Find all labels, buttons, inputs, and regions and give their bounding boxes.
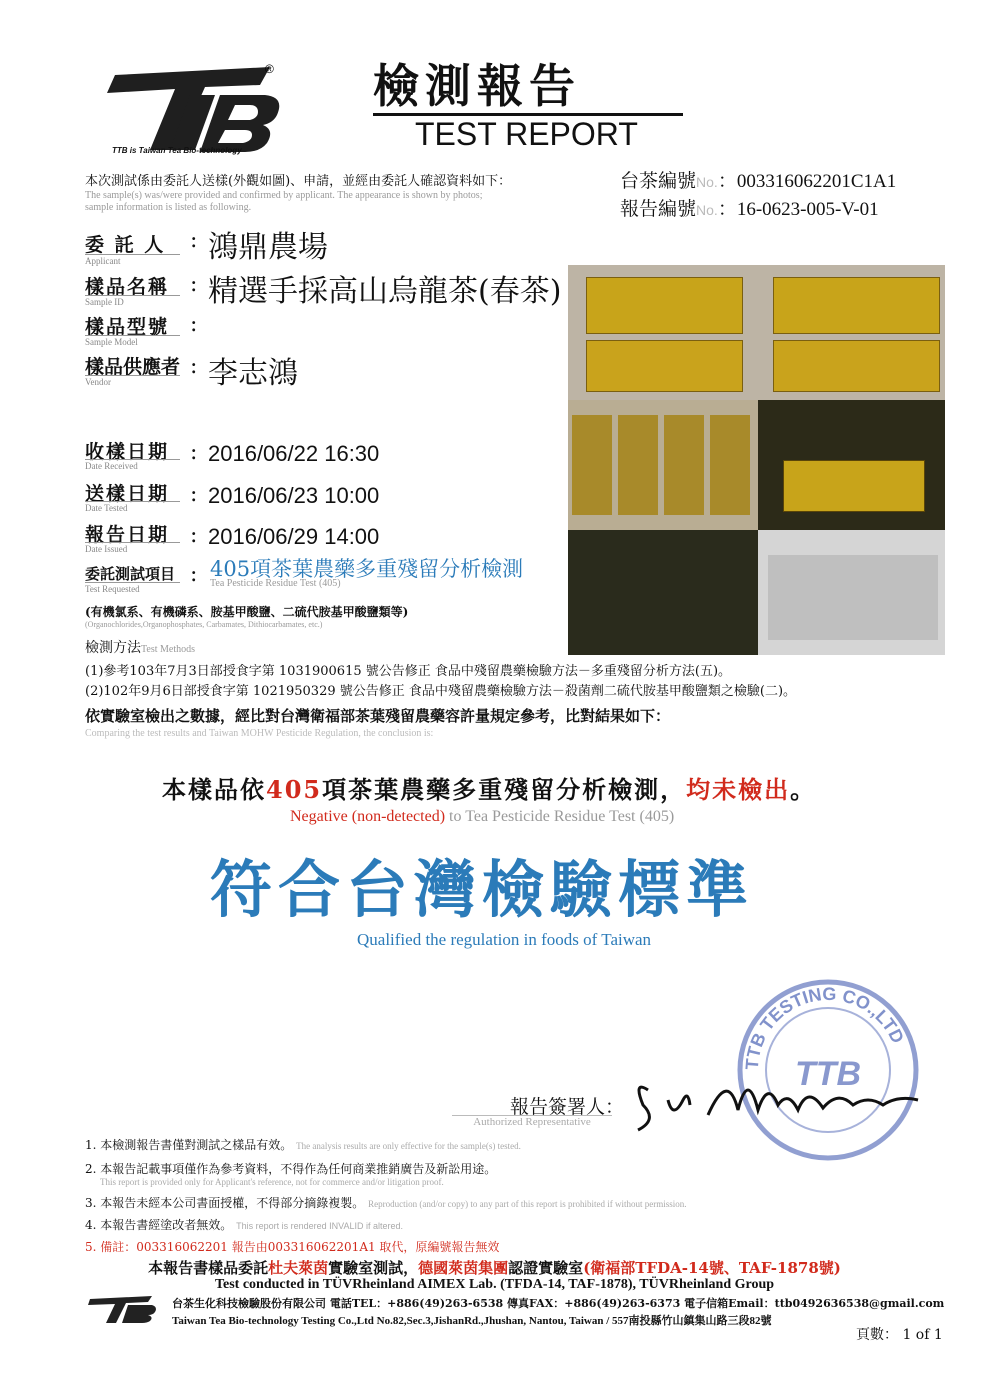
report-number bbox=[620, 194, 879, 221]
note-4 bbox=[85, 1216, 403, 1233]
test-requested-label: 委託測試項目 bbox=[85, 565, 176, 583]
received-date-label-en: Date Received bbox=[85, 459, 180, 471]
lab-statement-d: 德國萊茵集團 bbox=[418, 1259, 509, 1277]
issued-date-colon: : bbox=[190, 523, 198, 548]
result-negative-en: Negative (non-detected) bbox=[290, 808, 446, 825]
issued-date-value: 2016/06/29 14:00 bbox=[208, 524, 380, 549]
svg-text:®: ® bbox=[265, 62, 274, 76]
tea-number-label-en: No. bbox=[696, 174, 718, 190]
test-method-title-en: Test Methods bbox=[141, 644, 196, 655]
note-5: 5. 備註：003316062201 報告由003316062201A1 取代，原編號報告無效 bbox=[85, 1240, 500, 1254]
issued-date-label: 報告日期 bbox=[85, 524, 170, 546]
lab-statement-c: 實驗室測試， bbox=[328, 1259, 419, 1277]
signer-label: 報告簽署人： bbox=[510, 1096, 625, 1118]
vendor-label-en: Vendor bbox=[85, 375, 180, 387]
lab-statement-f: (衛福部TFDA-14號、TAF-1878號) bbox=[583, 1259, 841, 1277]
note-2: 2. 本報告記載事項僅作為參考資料，不得作為任何商業推銷廣告及新訟用途。 bbox=[85, 1162, 497, 1176]
intro-en-line1: The sample(s) was/were provided and confirmed by applicant. The appearance is shown by photos; bbox=[85, 190, 483, 201]
sample-photo bbox=[568, 265, 945, 655]
note-1-cn: 1. 本檢測報告書僅對測試之樣品有效。 bbox=[85, 1138, 293, 1152]
result-rest-en: to Tea Pesticide Residue Test (405) bbox=[445, 808, 675, 825]
note-3 bbox=[85, 1194, 687, 1211]
result-middle: 項茶葉農藥多重殘留分析檢測， bbox=[322, 775, 687, 804]
received-date-value: 2016/06/22 16:30 bbox=[208, 441, 380, 466]
report-title-cn: 檢測報告 bbox=[373, 59, 581, 113]
applicant-label: 委 託 人 bbox=[85, 234, 166, 256]
test-method-line-1: (1)參考103年7月3日部授食字第 1031900615 號公告修正 食品中殘留農藥檢驗方法－多重殘留分析方法(五)。 bbox=[85, 664, 732, 679]
page-number: 頁數： 1 of 1 bbox=[856, 1327, 943, 1343]
report-title-en: TEST REPORT bbox=[415, 116, 638, 152]
test-method-title-cn: 檢測方法 bbox=[85, 640, 141, 656]
note-3-cn: 3. 本報告未經本公司書面授權，不得部分摘錄複製。 bbox=[85, 1196, 365, 1210]
intro-text: 本次測試係由委託人送樣(外觀如圖)、申請，並經由委託人確認資料如下： bbox=[85, 174, 512, 189]
received-date-colon: : bbox=[190, 440, 198, 465]
note-4-cn: 4. 本報告書經塗改者無效。 bbox=[85, 1218, 233, 1232]
comparison-basis: 依實驗室檢出之數據，經比對台灣衛福部茶葉殘留農藥容許量規定參考，比對結果如下： bbox=[85, 707, 671, 725]
report-number-label: 報告編號 bbox=[620, 198, 697, 220]
qualified-statement-en: Qualified the regulation in foods of Taiwan bbox=[357, 930, 652, 949]
seal-text: TTB TESTING CO.,LTD bbox=[741, 983, 908, 1071]
vendor-label: 樣品供應者 bbox=[85, 356, 181, 378]
tested-date-value: 2016/06/23 10:00 bbox=[208, 483, 380, 508]
lab-address-cn: 台茶生化科技檢驗股份有限公司 電話TEL：+886(49)263-6538 傳真FAX：+886(49)263-6373 電子信箱Email：ttb0492636538@gmail.com bbox=[172, 1297, 945, 1310]
applicant-label-en: Applicant bbox=[85, 254, 180, 266]
qualified-statement: 符合台灣檢驗標準 bbox=[210, 853, 755, 926]
sample-model-colon: : bbox=[190, 312, 198, 337]
applicant-colon: : bbox=[190, 228, 198, 253]
received-date-label: 收樣日期 bbox=[85, 441, 170, 463]
applicant-value: 鴻鼎農場 bbox=[208, 230, 328, 265]
tea-number-value: ：003316062201C1A1 bbox=[717, 171, 897, 192]
lab-statement-en: Test conducted in TÜVRheinland AIMEX Lab. (TFDA-14, TAF-1878), TÜVRheinland Group bbox=[214, 1277, 775, 1292]
note-3-en: Reproduction (and/or copy) to any part of this report is prohibited if without permission. bbox=[368, 1199, 687, 1209]
sample-name-colon: : bbox=[190, 272, 198, 297]
sample-name-label-en: Sample ID bbox=[85, 295, 180, 307]
sample-name-value: 精選手採高山烏龍茶(春茶) bbox=[208, 274, 562, 309]
report-number-label-en: No. bbox=[696, 202, 718, 218]
test-categories: (有機氯系、有機磷系、胺基甲酸鹽、二硫代胺基甲酸鹽類等) bbox=[85, 605, 409, 619]
result-prefix: 本樣品依 bbox=[162, 775, 266, 804]
tested-date-label: 送樣日期 bbox=[85, 483, 170, 505]
logo-tagline: TTB is Taiwan Tea Bio-technology bbox=[112, 146, 242, 155]
sample-model-label: 樣品型號 bbox=[85, 316, 170, 338]
report-number-value: ：16-0623-005-V-01 bbox=[717, 199, 879, 220]
issued-date-label-en: Date Issued bbox=[85, 542, 180, 554]
lab-address-en: Taiwan Tea Bio-technology Testing Co.,Ltd No.82,Sec.3,JishanRd.,Jhushan, Nantou, Taiwan / 557南投縣竹山鎮集山路三段82號 bbox=[172, 1315, 772, 1327]
signature bbox=[628, 1060, 928, 1140]
ttb-logo-small bbox=[86, 1293, 158, 1325]
signer-label-en: Authorized Representative bbox=[452, 1115, 612, 1128]
vendor-value: 李志鴻 bbox=[208, 356, 298, 391]
tea-number bbox=[620, 166, 896, 193]
intro-en-line2: sample information is listed as following. bbox=[85, 202, 252, 213]
result-conclusion: 均未檢出 bbox=[686, 775, 791, 804]
test-requested-label-en: Test Requested bbox=[85, 582, 180, 594]
test-requested-value-en: Tea Pesticide Residue Test (405) bbox=[210, 578, 341, 589]
lab-statement-b: 杜夫萊茵 bbox=[268, 1259, 329, 1277]
result-statement bbox=[162, 770, 816, 805]
lab-statement bbox=[0, 1257, 989, 1278]
test-categories-en: (Organochlorides,Organophosphates, Carbamates, Dithiocarbamates, etc.) bbox=[85, 620, 323, 629]
sample-name-label: 樣品名稱 bbox=[85, 276, 170, 298]
test-requested-value: 405項茶葉農藥多重殘留分析檢測 bbox=[210, 557, 524, 581]
sample-model-label-en: Sample Model bbox=[85, 335, 180, 347]
note-4-en: This report is rendered INVALID if altered. bbox=[236, 1221, 403, 1231]
test-method-title bbox=[85, 637, 195, 657]
tested-date-label-en: Date Tested bbox=[85, 501, 180, 513]
note-1 bbox=[85, 1136, 521, 1153]
note-2-en: This report is provided only for Applicant's reference, not for commerce and/or litigation proof. bbox=[100, 1177, 444, 1187]
vendor-colon: : bbox=[190, 354, 198, 379]
result-count: 405 bbox=[266, 775, 323, 804]
tested-date-colon: : bbox=[190, 482, 198, 507]
test-method-line-2: (2)102年9月6日部授食字第 1021950329 號公告修正 食品中殘留農藥檢驗方法－殺菌劑二硫代胺基甲酸鹽類之檢驗(二)。 bbox=[85, 684, 797, 699]
note-1-en: The analysis results are only effective for the sample(s) tested. bbox=[296, 1141, 521, 1151]
test-requested-colon: : bbox=[190, 562, 198, 587]
lab-statement-a: 本報告書樣品委託 bbox=[148, 1259, 269, 1277]
intro-text-en bbox=[85, 190, 605, 214]
result-statement-en bbox=[290, 808, 674, 826]
tea-number-label: 台茶編號 bbox=[620, 170, 697, 192]
lab-statement-e: 認證實驗室 bbox=[508, 1259, 584, 1277]
comparison-basis-en: Comparing the test results and Taiwan MOHW Pesticide Regulation, the conclusion is: bbox=[85, 728, 434, 739]
svg-text:TTB: TTB bbox=[795, 1055, 862, 1093]
result-suffix: 。 bbox=[790, 775, 817, 804]
